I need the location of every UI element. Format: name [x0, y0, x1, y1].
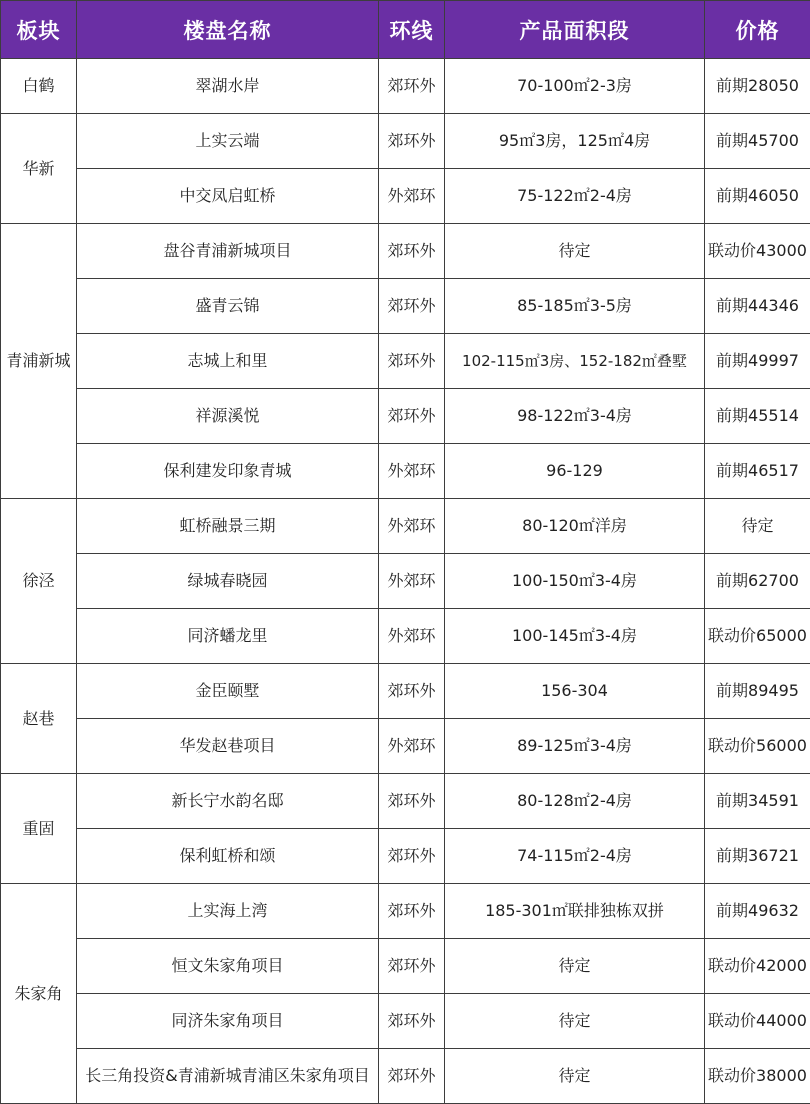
- area-cell: 80-128㎡2-4房: [445, 774, 705, 829]
- project-cell: 新长宁水韵名邸: [77, 774, 379, 829]
- price-cell: 前期44346: [705, 279, 810, 334]
- header-project: 楼盘名称: [77, 1, 379, 59]
- ring-cell: 郊环外: [379, 829, 445, 884]
- header-price: 价格: [705, 1, 810, 59]
- table-row: [1, 59, 810, 114]
- price-cell: 前期46517: [705, 444, 810, 499]
- district-cell: 白鹤: [1, 59, 77, 114]
- district-cell: 青浦新城: [1, 224, 77, 499]
- table-row: [1, 664, 810, 719]
- project-cell: 保利虹桥和颂: [77, 829, 379, 884]
- price-cell: 前期28050: [705, 59, 810, 114]
- table-row: [1, 114, 810, 169]
- area-cell: 待定: [445, 939, 705, 994]
- project-cell: 上实云端: [77, 114, 379, 169]
- table-row: [1, 609, 810, 664]
- table-row: [1, 829, 810, 884]
- project-cell: 同济蟠龙里: [77, 609, 379, 664]
- table-row: [1, 444, 810, 499]
- ring-cell: 郊环外: [379, 994, 445, 1049]
- price-cell: 前期49997: [705, 334, 810, 389]
- area-cell: 100-145㎡3-4房: [445, 609, 705, 664]
- price-cell: 联动价44000: [705, 994, 810, 1049]
- project-cell: 翠湖水岸: [77, 59, 379, 114]
- area-cell: 70-100㎡2-3房: [445, 59, 705, 114]
- project-cell: 盘谷青浦新城项目: [77, 224, 379, 279]
- project-cell: 虹桥融景三期: [77, 499, 379, 554]
- project-cell: 华发赵巷项目: [77, 719, 379, 774]
- table-row: [1, 774, 810, 829]
- area-cell: 89-125㎡3-4房: [445, 719, 705, 774]
- district-cell: 重固: [1, 774, 77, 884]
- table-row: [1, 884, 810, 939]
- ring-cell: 郊环外: [379, 884, 445, 939]
- table-row: [1, 1049, 810, 1104]
- table-row: [1, 224, 810, 279]
- project-cell: 保利建发印象青城: [77, 444, 379, 499]
- project-cell: 志城上和里: [77, 334, 379, 389]
- area-cell: 98-122㎡3-4房: [445, 389, 705, 444]
- table-row: [1, 939, 810, 994]
- header-district: 板块: [1, 1, 77, 59]
- area-cell: 85-185㎡3-5房: [445, 279, 705, 334]
- price-cell: 前期45514: [705, 389, 810, 444]
- area-cell: 待定: [445, 994, 705, 1049]
- price-cell: 联动价42000: [705, 939, 810, 994]
- ring-cell: 外郊环: [379, 444, 445, 499]
- table-row: [1, 279, 810, 334]
- project-cell: 同济朱家角项目: [77, 994, 379, 1049]
- ring-cell: 外郊环: [379, 719, 445, 774]
- ring-cell: 郊环外: [379, 664, 445, 719]
- price-cell: 前期45700: [705, 114, 810, 169]
- header-area: 产品面积段: [445, 1, 705, 59]
- price-cell: 前期62700: [705, 554, 810, 609]
- price-cell: 联动价65000: [705, 609, 810, 664]
- ring-cell: 郊环外: [379, 774, 445, 829]
- area-cell: 80-120㎡洋房: [445, 499, 705, 554]
- table-header-row: [1, 1, 810, 59]
- project-cell: 中交凤启虹桥: [77, 169, 379, 224]
- table-row: [1, 994, 810, 1049]
- area-cell: 96-129: [445, 444, 705, 499]
- project-cell: 长三角投资&青浦新城青浦区朱家角项目: [77, 1049, 379, 1104]
- area-cell: 待定: [445, 1049, 705, 1104]
- project-cell: 金臣颐墅: [77, 664, 379, 719]
- header-ring: 环线: [379, 1, 445, 59]
- ring-cell: 郊环外: [379, 224, 445, 279]
- ring-cell: 郊环外: [379, 279, 445, 334]
- district-cell: 朱家角: [1, 884, 77, 1104]
- project-cell: 盛青云锦: [77, 279, 379, 334]
- area-cell: 102-115㎡3房、152-182㎡叠墅: [445, 334, 705, 389]
- price-cell: 前期34591: [705, 774, 810, 829]
- project-cell: 祥源溪悦: [77, 389, 379, 444]
- ring-cell: 郊环外: [379, 389, 445, 444]
- project-cell: 恒文朱家角项目: [77, 939, 379, 994]
- ring-cell: 外郊环: [379, 554, 445, 609]
- table-row: [1, 334, 810, 389]
- table-row: [1, 169, 810, 224]
- ring-cell: 外郊环: [379, 609, 445, 664]
- price-cell: 联动价43000: [705, 224, 810, 279]
- area-cell: 75-122㎡2-4房: [445, 169, 705, 224]
- project-cell: 上实海上湾: [77, 884, 379, 939]
- price-cell: 联动价38000: [705, 1049, 810, 1104]
- price-cell: 待定: [705, 499, 810, 554]
- area-cell: 100-150㎡3-4房: [445, 554, 705, 609]
- table-row: [1, 499, 810, 554]
- district-cell: 徐泾: [1, 499, 77, 664]
- district-cell: 赵巷: [1, 664, 77, 774]
- price-cell: 前期46050: [705, 169, 810, 224]
- table-row: [1, 719, 810, 774]
- price-cell: 前期89495: [705, 664, 810, 719]
- area-cell: 185-301㎡联排独栋双拼: [445, 884, 705, 939]
- district-cell: 华新: [1, 114, 77, 224]
- area-cell: 待定: [445, 224, 705, 279]
- ring-cell: 郊环外: [379, 939, 445, 994]
- ring-cell: 外郊环: [379, 169, 445, 224]
- area-cell: 95㎡3房，125㎡4房: [445, 114, 705, 169]
- price-cell: 前期36721: [705, 829, 810, 884]
- table-row: [1, 389, 810, 444]
- table-row: [1, 554, 810, 609]
- ring-cell: 郊环外: [379, 1049, 445, 1104]
- price-cell: 前期49632: [705, 884, 810, 939]
- ring-cell: 郊环外: [379, 334, 445, 389]
- ring-cell: 郊环外: [379, 114, 445, 169]
- ring-cell: 郊环外: [379, 59, 445, 114]
- area-cell: 156-304: [445, 664, 705, 719]
- ring-cell: 外郊环: [379, 499, 445, 554]
- price-cell: 联动价56000: [705, 719, 810, 774]
- area-cell: 74-115㎡2-4房: [445, 829, 705, 884]
- project-cell: 绿城春晓园: [77, 554, 379, 609]
